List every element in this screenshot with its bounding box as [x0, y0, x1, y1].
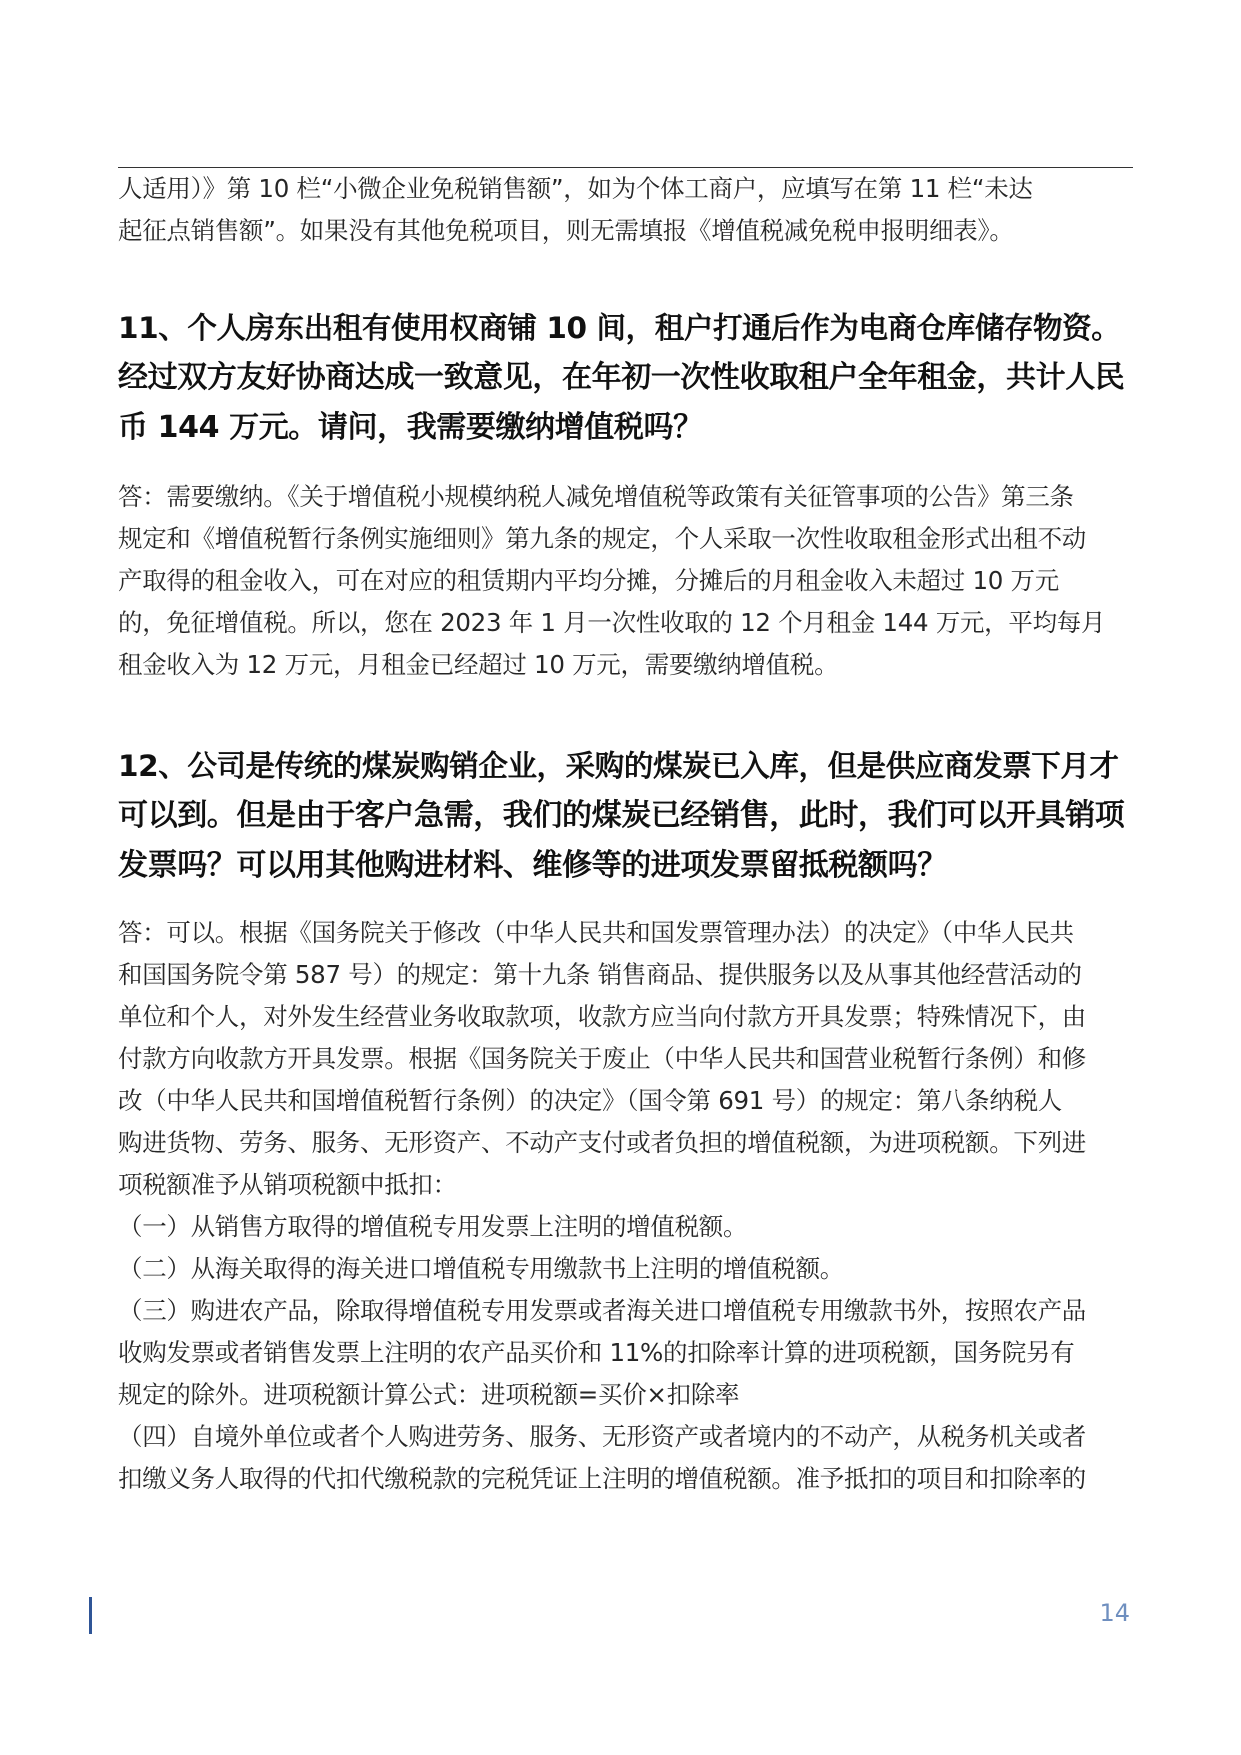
answer-12-line: 改（中华人民共和国增值税暂行条例）的决定》（国令第 691 号）的规定：第八条纳税人 — [118, 1086, 1062, 1115]
answer-12-line: 付款方向收款方开具发票。根据《国务院关于废止（中华人民共和国营业税暂行条例）和修 — [118, 1044, 1086, 1073]
answer-12-line: （一）从销售方取得的增值税专用发票上注明的增值税额。 — [118, 1212, 748, 1241]
answer-12-line: 规定的除外。进项税额计算公式：进项税额=买价×扣除率 — [118, 1380, 740, 1409]
intro-line: 起征点销售额”。如果没有其他免税项目，则无需填报《增值税减免税申报明细表》。 — [118, 216, 1014, 245]
question-12-line: 发票吗？可以用其他购进材料、维修等的进项发票留抵税额吗？ — [118, 848, 947, 883]
answer-11-line: 产取得的租金收入，可在对应的租赁期内平均分摊，分摊后的月租金收入未超过 10 万元 — [118, 566, 1059, 595]
answer-12-line: （二）从海关取得的海关进口增值税专用缴款书上注明的增值税额。 — [118, 1254, 844, 1283]
answer-12-line: 收购发票或者销售发票上注明的农产品买价和 11%的扣除率计算的进项税额，国务院另有 — [118, 1338, 1075, 1367]
answer-12-line: （三）购进农产品，除取得增值税专用发票或者海关进口增值税专用缴款书外，按照农产品 — [118, 1296, 1086, 1325]
question-12-line: 可以到。但是由于客户急需，我们的煤炭已经销售，此时，我们可以开具销项 — [118, 798, 1125, 833]
question-11-line: 11、个人房东出租有使用权商铺 10 间，租户打通后作为电商仓库储存物资。 — [118, 311, 1121, 345]
answer-12-line: 答：可以。根据《国务院关于修改（中华人民共和国发票管理办法）的决定》（中华人民共 — [118, 918, 1074, 947]
answer-12-line: 和国国务院令第 587 号）的规定：第十九条 销售商品、提供服务以及从事其他经营活动的 — [118, 960, 1082, 989]
answer-12-line: 扣缴义务人取得的代扣代缴税款的完税凭证上注明的增值税额。准予抵扣的项目和扣除率的 — [118, 1464, 1086, 1493]
answer-12-line: 项税额准予从销项税额中抵扣： — [118, 1170, 457, 1199]
page-number: 14 — [1099, 1599, 1130, 1627]
intro-line: 人适用）》第 10 栏“小微企业免税销售额”，如为个体工商户，应填写在第 11 栏“未达 — [118, 174, 1033, 203]
answer-12-line: 单位和个人，对外发生经营业务收取款项，收款方应当向付款方开具发票；特殊情况下，由 — [118, 1002, 1086, 1031]
answer-12-line: 购进货物、劳务、服务、无形资产、不动产支付或者负担的增值税额，为进项税额。下列进 — [118, 1128, 1086, 1157]
footer-accent-bar — [89, 1597, 92, 1634]
document-body — [118, 168, 1130, 1500]
answer-11-line: 规定和《增值税暂行条例实施细则》第九条的规定，个人采取一次性收取租金形式出租不动 — [118, 524, 1086, 553]
question-11-line: 经过双方友好协商达成一致意见，在年初一次性收取租户全年租金，共计人民 — [118, 360, 1125, 395]
answer-11-line: 的，免征增值税。所以，您在 2023 年 1 月一次性收取的 12 个月租金 144 万元，平均每月 — [118, 608, 1106, 637]
question-11-line: 币 144 万元。请问，我需要缴纳增值税吗？ — [118, 410, 703, 445]
answer-11-line: 租金收入为 12 万元，月租金已经超过 10 万元，需要缴纳增值税。 — [118, 650, 839, 679]
question-12-line: 12、公司是传统的煤炭购销企业，采购的煤炭已入库，但是供应商发票下月才 — [118, 749, 1119, 783]
answer-11-line: 答：需要缴纳。《关于增值税小规模纳税人减免增值税等政策有关征管事项的公告》第三条 — [118, 482, 1074, 511]
answer-12-line: （四）自境外单位或者个人购进劳务、服务、无形资产或者境内的不动产，从税务机关或者 — [118, 1422, 1086, 1451]
